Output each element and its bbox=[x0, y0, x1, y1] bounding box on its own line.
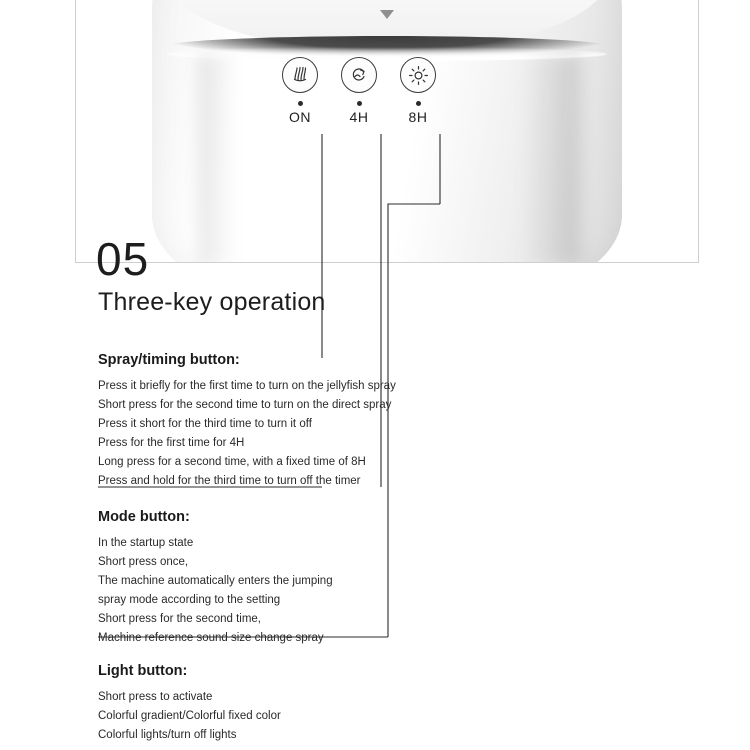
section-line: Colorful gradient/Colorful fixed color bbox=[98, 710, 281, 722]
section-line: Long press for a second time, with a fixed time of 8H bbox=[98, 456, 366, 468]
section-line: In the startup state bbox=[98, 537, 194, 549]
section-title: Spray/timing button: bbox=[98, 352, 240, 368]
button-label-8h: 8H bbox=[408, 109, 428, 125]
section-line: Colorful lights/turn off lights bbox=[98, 729, 237, 741]
section-line: Short press for the second time, bbox=[98, 613, 261, 625]
section-light-button bbox=[98, 663, 281, 745]
spray-timing-button[interactable] bbox=[282, 57, 318, 93]
spray-icon bbox=[290, 65, 310, 85]
product-photo-panel bbox=[75, 0, 699, 263]
section-number: 05 bbox=[96, 233, 150, 285]
device-shade-right bbox=[520, 55, 580, 263]
button-label-on: ON bbox=[289, 109, 311, 125]
section-spray-timing bbox=[98, 352, 396, 491]
light-sun-icon bbox=[408, 65, 429, 86]
device-shade-left bbox=[198, 55, 238, 263]
section-mode-button bbox=[98, 509, 333, 648]
section-line: Press for the first time for 4H bbox=[98, 437, 245, 449]
button-label-4h: 4H bbox=[349, 109, 369, 125]
light-button[interactable] bbox=[400, 57, 436, 93]
section-line: Machine reference sound size change spray bbox=[98, 632, 324, 644]
indicator-dot-on bbox=[298, 101, 303, 106]
section-title: Light button: bbox=[98, 663, 188, 679]
page-title: Three-key operation bbox=[98, 288, 326, 316]
section-line: Short press to activate bbox=[98, 691, 213, 703]
device-button-row bbox=[272, 57, 502, 137]
section-line: The machine automatically enters the jumping bbox=[98, 575, 333, 587]
section-line: Short press for the second time to turn on the direct spray bbox=[98, 399, 392, 411]
section-line: Press and hold for the third time to turn off the timer bbox=[98, 475, 361, 487]
indicator-dot-4h bbox=[357, 101, 362, 106]
section-line: Press it briefly for the first time to turn on the jellyfish spray bbox=[98, 380, 396, 392]
section-line: Short press once, bbox=[98, 556, 189, 568]
section-line: spray mode according to the setting bbox=[98, 594, 281, 606]
mode-button[interactable] bbox=[341, 57, 377, 93]
indicator-dot-8h bbox=[416, 101, 421, 106]
section-title: Mode button: bbox=[98, 509, 190, 525]
section-line: Press it short for the third time to turn it off bbox=[98, 418, 312, 430]
mode-cycle-icon bbox=[349, 65, 369, 85]
triangle-marker-icon bbox=[380, 10, 394, 19]
